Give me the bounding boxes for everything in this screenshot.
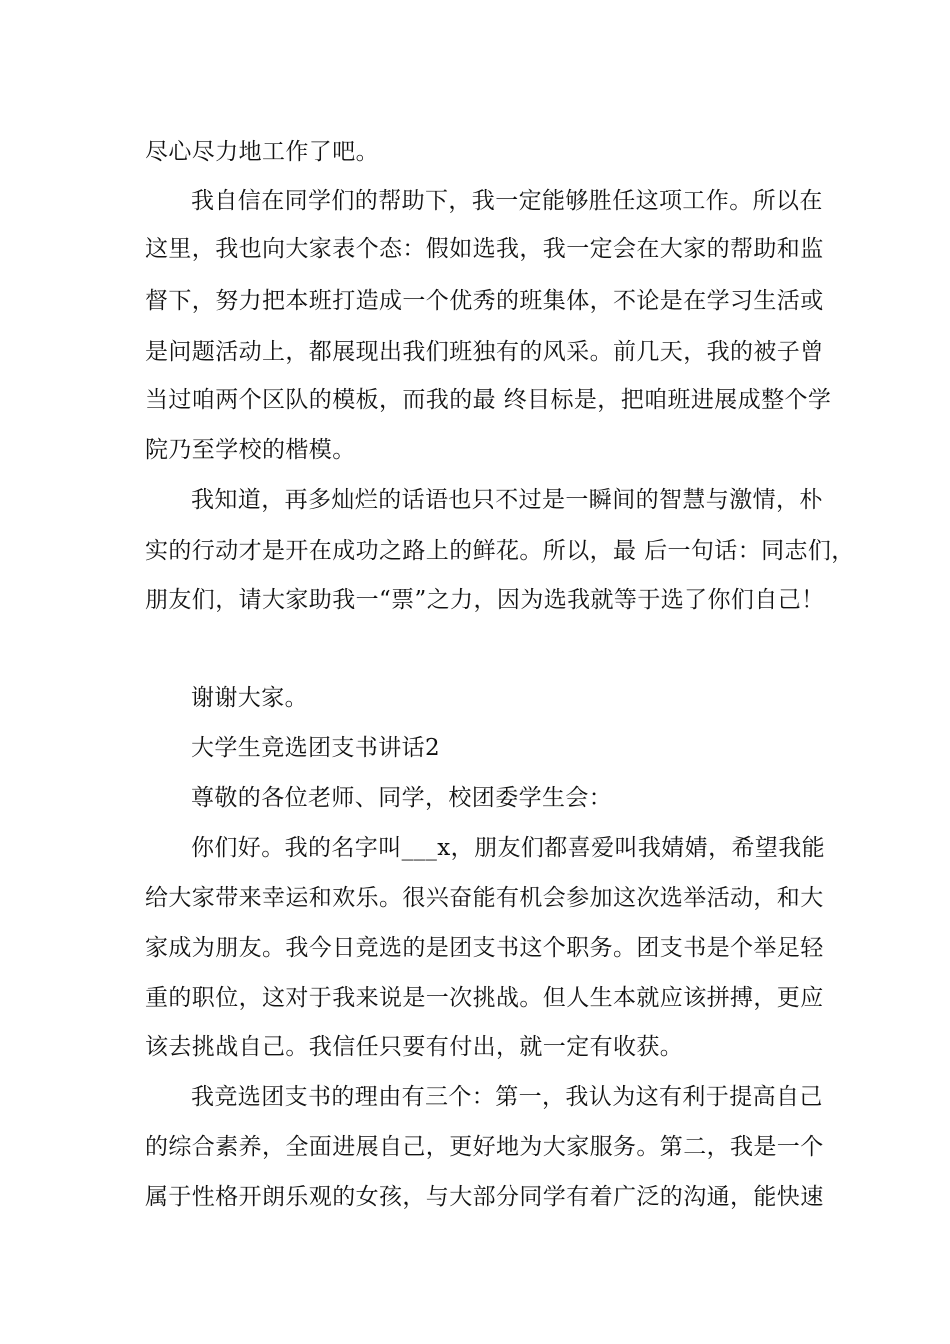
text-line: 属于性格开朗乐观的女孩，与大部分同学有着广泛的沟通，能快速	[145, 1184, 824, 1210]
text-line: 尽心尽力地工作了吧。	[145, 139, 379, 165]
text-line: 你们好。我的名字叫___x，朋友们都喜爱叫我婧婧，希望我能	[191, 835, 826, 861]
text-line: 实的行动才是开在成功之路上的鲜花。所以，最 后一句话：同志们，	[145, 538, 855, 564]
text-line: 院乃至学校的楷模。	[145, 437, 356, 463]
text-line: 尊敬的各位老师、同学，校团委学生会：	[191, 785, 613, 811]
text-line: 我自信在同学们的帮助下，我一定能够胜任这项工作。所以在	[191, 188, 823, 214]
text-line: 谢谢大家。	[191, 685, 308, 711]
text-line: 重的职位，这对于我来说是一次挑战。但人生本就应该拼搏，更应	[145, 985, 824, 1011]
text-line: 的综合素养，全面进展自己，更好地为大家服务。第二，我是一个	[145, 1134, 824, 1160]
text-line: 当过咱两个区队的模板，而我的最 终目标是，把咱班进展成整个学	[145, 387, 832, 413]
text-line: 督下，努力把本班打造成一个优秀的班集体，不论是在学习生活或	[145, 288, 824, 314]
text-line: 朋友们，请大家助我一“票”之力，因为选我就等于选了你们自己！	[145, 587, 825, 613]
section-heading: 大学生竞选团支书讲话2	[191, 735, 441, 761]
text-line: 我知道，再多灿烂的话语也只不过是一瞬间的智慧与激情，朴	[191, 487, 823, 513]
text-line: 这里，我也向大家表个态：假如选我，我一定会在大家的帮助和监	[145, 236, 824, 262]
text-line: 家成为朋友。我今日竞选的是团支书这个职务。团支书是个举足轻	[145, 935, 824, 961]
text-line: 该去挑战自己。我信任只要有付出，就一定有收获。	[145, 1034, 684, 1060]
text-line: 我竞选团支书的理由有三个：第一，我认为这有利于提高自己	[191, 1084, 823, 1110]
text-line: 是问题活动上，都展现出我们班独有的风采。前几天，我的被子曾	[145, 339, 824, 365]
text-line: 给大家带来幸运和欢乐。很兴奋能有机会参加这次选举活动，和大	[145, 885, 824, 911]
